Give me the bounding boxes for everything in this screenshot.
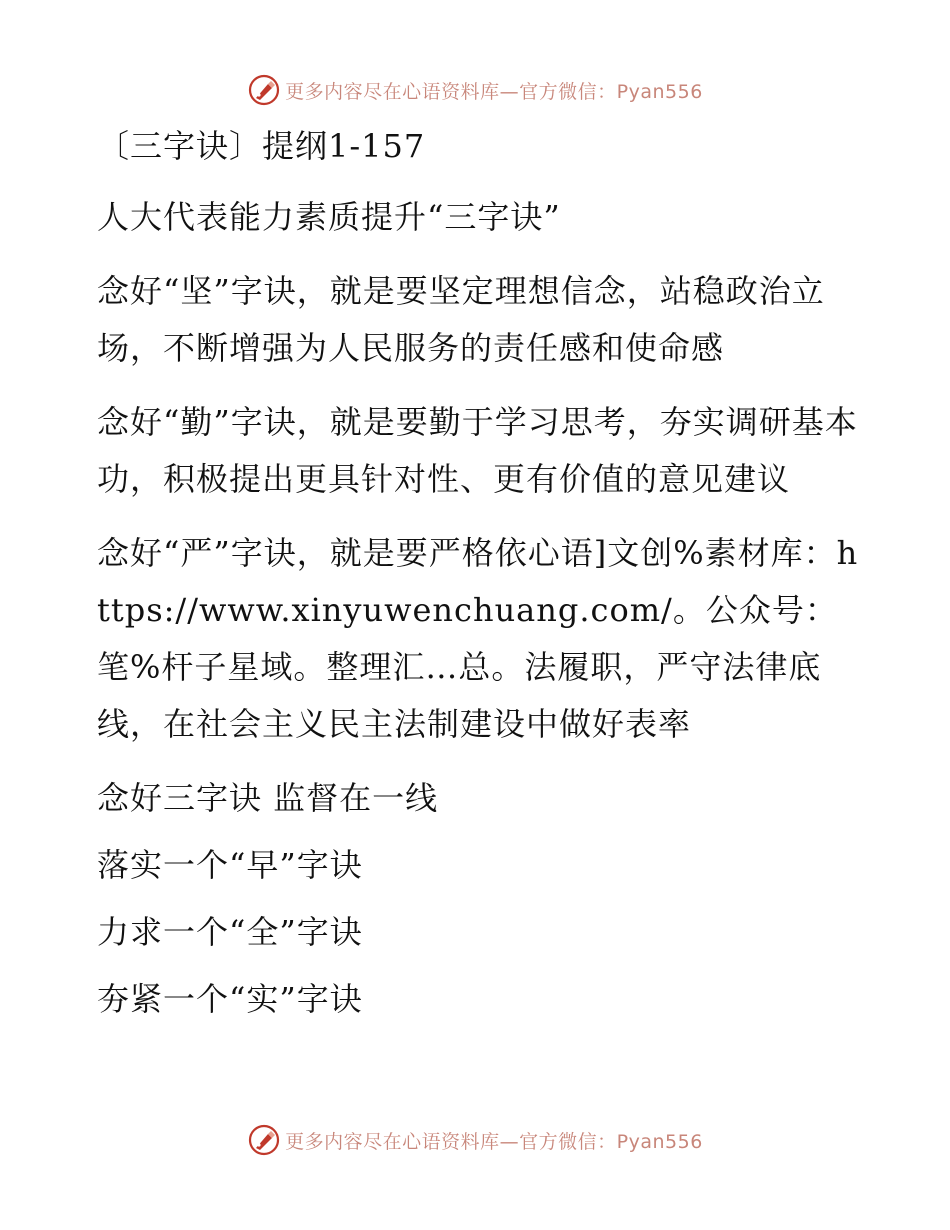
pen-logo-icon [247,73,281,107]
watermark-banner-bottom [0,1120,950,1160]
watermark-text: 更多内容尽在心语资料库—官方微信：Pyan556 [285,1130,703,1153]
pen-logo-icon [247,1123,281,1157]
paragraph: 力求一个“全”字诀 [97,913,363,951]
document-title: 〔三字诀〕提纲1-157 [97,127,426,165]
watermark-banner-top [0,70,950,110]
paragraph: 落实一个“早”字诀 [97,846,363,884]
paragraph: 念好“勤”字诀，就是要勤于学习思考，夯实调研基本功，积极提出更具针对性、更有价值的意见建议 [97,403,858,498]
paragraph: 念好“坚”字诀，就是要坚定理想信念，站稳政治立场，不断增强为人民服务的责任感和使命感 [97,272,825,367]
watermark-text: 更多内容尽在心语资料库—官方微信：Pyan556 [285,80,703,103]
document-body [97,118,867,1038]
paragraph: 人大代表能力素质提升“三字诀” [97,198,561,236]
paragraph: 夯紧一个“实”字诀 [97,980,363,1018]
paragraph: 念好三字诀 监督在一线 [97,779,439,817]
paragraph: 念好“严”字诀，就是要严格依心语]文创%素材库：https://www.xinyuwenchuang.com/。公众号：笔%杆子星域。整理汇…总。法履职，严守法律底线，在社会主义民主法制建设中做好表率 [97,534,859,743]
